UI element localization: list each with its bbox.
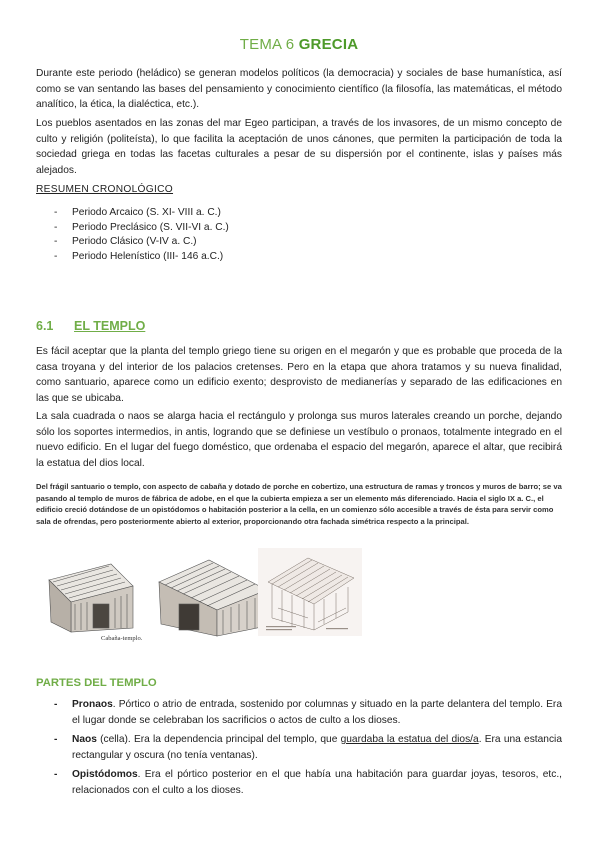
part-term: Pronaos [72, 699, 113, 710]
part-term: Opistódomos [72, 769, 138, 780]
part-term: Naos [72, 734, 97, 745]
temple-paragraph-2: La sala cuadrada o naos se alarga hacia el rectángulo y prolonga sus muros laterales creando un porche, dejando sólo los soportes intermedios, in antis, logrando que se definiese un vestíbulo o pronaos, totalmente integrado en el nuevo edificio. En el lugar del fuego doméstico, que ordenaba el espacio del megarón, aparece el altar, que recibirá la estatua del dios local. [36, 411, 562, 469]
period-list [54, 206, 229, 265]
section-heading [36, 319, 145, 333]
partes-heading: PARTES DEL TEMPLO [36, 677, 157, 689]
title-bold: GRECIA [298, 36, 359, 53]
intro-paragraph-1: Durante este periodo (heládico) se generan modelos políticos (la democracia) y sociales de base humanística, así como se van sentando las bases del pensamiento y conocimiento científico (la filosofía, las matemáticas, el método analítico, la ética, la dialéctica, etc.). [36, 68, 562, 110]
part-text: . Era una estancia rectangular y oscura (no tenía ventanas). [72, 734, 562, 761]
part-text: (cella). Era la dependencia principal del templo, que [96, 734, 341, 745]
part-text: . Era el pórtico posterior en el que había una habitación para guardar joyas, tesoros, etc., relacionados con el culto a los dioses. [72, 769, 562, 796]
list-item: - Periodo Clásico (V-IV a. C.) [54, 235, 229, 250]
section-number: 6.1 [36, 319, 54, 333]
parts-list [54, 697, 562, 802]
temple-sketch-image [258, 548, 362, 636]
image-caption: Cabaña-templo. [101, 635, 143, 642]
hut-temple-illustration [41, 552, 273, 642]
resumen-heading: RESUMEN CRONOLÓGICO [36, 184, 174, 195]
list-item: - Periodo Helenístico (III- 146 a.C.) [54, 250, 229, 265]
part-underlined-text: guardaba la estatua del dios/a [340, 734, 479, 745]
list-item: - Periodo Arcaico (S. XI- VIII a. C.) [54, 206, 229, 221]
intro-paragraph-2: Los pueblos asentados en las zonas del mar Egeo participan, a través de los invasores, de un mismo concepto de culto y religión (politeísta), lo que facilita la aceptación de unos cánones, que permiten la participación de toda la sociedad griega en todas las facetas culturales a pesar de su dispersión por el continente, islas y países más alejados. [36, 118, 562, 176]
title-prefix: TEMA 6 [239, 36, 299, 53]
small-caption-text: Del frágil santuario o templo, con aspecto de cabaña y dotado de porche en cobertizo, una estructura de ramas y troncos y muros de barro; se va pasando al templo de muros de fábrica de adobe, en el que la cubierta empieza a ser un elemento más diferenciado. Hacia el siglo IX a. C., el edificio creció dotándose de un opistódomos o habitación posterior a la cella, en un comienzo sólo accesible a través de ésta para servir como sala de ofrendas, pero posteriormente abierto al exterior, proporcionando otra fachada simétrica respecto a la principal. [36, 482, 562, 526]
list-item [54, 697, 562, 728]
temple-paragraph-1: Es fácil aceptar que la planta del templo griego tiene su origen en el megarón y que es probable que proceda de la casa troyana y del interior de los palacios cretenses. Pero en la etapa que ahora tratamos y su nueva finalidad, como santuario, aparece como un edificio exento; desprovisto de medianerías y separado de las edificaciones en las que se ubicaba. [36, 346, 562, 404]
list-item [54, 767, 562, 798]
list-item [54, 732, 562, 763]
part-text: . Pórtico o atrio de entrada, sostenido por columnas y situado en la parte delantera del templo. Era el lugar donde se celebraban los sacrificios o actos de culto a los dioses. [72, 699, 562, 726]
section-title: EL TEMPLO [74, 319, 146, 333]
temple-sketch-drawing [258, 548, 362, 636]
page-title [36, 36, 562, 53]
list-item: - Periodo Preclásico (S. VII-VI a. C.) [54, 221, 229, 236]
